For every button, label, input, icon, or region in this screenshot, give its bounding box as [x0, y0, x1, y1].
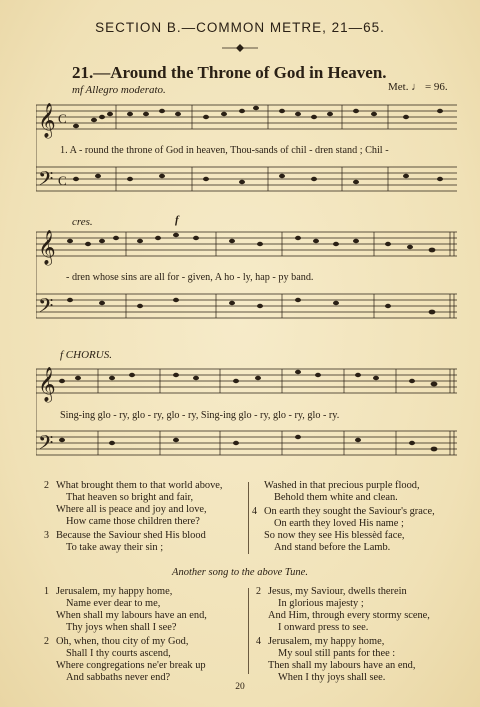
verse-line: Washed in that precious purple flood, [264, 480, 420, 491]
column-divider [248, 588, 249, 674]
verse-line: I onward press to see. [278, 622, 369, 633]
bass-staff [36, 167, 457, 191]
verse-line: Then shall my labours have an end, [268, 660, 416, 671]
verse-line: To take away their sin ; [66, 542, 164, 553]
verse-line: And Him, through every stormy scene, [268, 610, 430, 621]
hymn-title: 21.—Around the Throne of God in Heaven. [72, 63, 387, 82]
verse-line: When I thy joys shall see. [278, 672, 386, 683]
svg-text:𝄞: 𝄞 [38, 104, 56, 137]
verse-line: Jerusalem, my happy home, [56, 586, 173, 597]
verse-line: Behold them white and clean. [274, 492, 398, 503]
another-left [40, 586, 246, 683]
verse-line: Jesus, my Saviour, dwells therein [268, 586, 407, 597]
lyric-line-3: Sing-ing glo - ry, glo - ry, glo - ry, Sing-ing glo - ry, glo - ry, glo - ry. [60, 410, 340, 421]
verse-line: Name ever dear to me, [66, 598, 161, 609]
svg-text:𝄢: 𝄢 [38, 169, 54, 195]
svg-text:𝄢: 𝄢 [38, 296, 54, 322]
chorus-direction: f CHORUS. [60, 349, 112, 361]
tempo-direction: mf Allegro moderato. [72, 84, 166, 96]
verse-line: Oh, when, thou city of my God, [56, 636, 189, 647]
verse-line: And sabbaths never end? [66, 672, 171, 683]
verse-line: When shall my labours have an end, [56, 610, 207, 621]
verse-number: 3 [44, 530, 49, 541]
verses-left [40, 480, 240, 558]
verse-line: That heaven so bright and fair, [66, 492, 194, 503]
verse-line: Jerusalem, my happy home, [268, 636, 385, 647]
svg-text:C: C [58, 173, 67, 188]
lyric-line-2: - dren whose sins are all for - given, A ho - ly, hap - py band. [66, 272, 314, 283]
verse-number: 1 [44, 586, 49, 597]
verse-line: How came those children there? [66, 516, 200, 527]
section-heading: SECTION B.—COMMON METRE, 21—65. [95, 20, 385, 35]
verse-number: 4 [256, 636, 261, 647]
verse-line: Thy joys when shall I see? [66, 622, 177, 633]
verses-right [252, 480, 452, 558]
verse-number: 2 [256, 586, 261, 597]
metronome-mark: Met. ♩ = 96. [388, 81, 448, 93]
verse-line: Where congregations ne'er break up [56, 660, 206, 671]
column-divider [248, 482, 249, 554]
verse-line: On earth they loved His name ; [274, 518, 404, 529]
svg-text:C: C [58, 111, 67, 126]
verse-line: So now they see His blessèd face, [264, 530, 405, 541]
verse-number: 2 [44, 480, 49, 491]
verse-line: What brought them to that world above, [56, 480, 223, 491]
verse-number: 4 [252, 506, 257, 517]
verse-line: My soul still pants for thee : [278, 648, 396, 659]
svg-text:𝄢: 𝄢 [38, 433, 54, 459]
verse-line: On earth they sought the Saviour's grace, [264, 506, 435, 517]
svg-text:𝄞: 𝄞 [38, 231, 56, 264]
dynamic-cres: cres. [72, 216, 93, 228]
verse-line: Where all is peace and joy and love, [56, 504, 207, 515]
page-number: 20 [235, 682, 245, 692]
lyric-line-1: 1. A - round the throne of God in heaven, Thou-sands of chil - dren stand ; Chil - [60, 145, 389, 156]
dynamic-forte: f [175, 214, 179, 226]
another-right [252, 586, 458, 683]
verse-line: And stand before the Lamb. [274, 542, 391, 553]
ornament-divider [222, 44, 258, 52]
verse-line: Because the Saviour shed His blood [56, 530, 206, 541]
verse-line: Shall I thy courts ascend, [66, 648, 171, 659]
verse-line: In glorious majesty ; [278, 598, 364, 609]
svg-text:𝄞: 𝄞 [38, 368, 56, 401]
verse-number: 2 [44, 636, 49, 647]
another-song-heading: Another song to the above Tune. [172, 567, 308, 578]
